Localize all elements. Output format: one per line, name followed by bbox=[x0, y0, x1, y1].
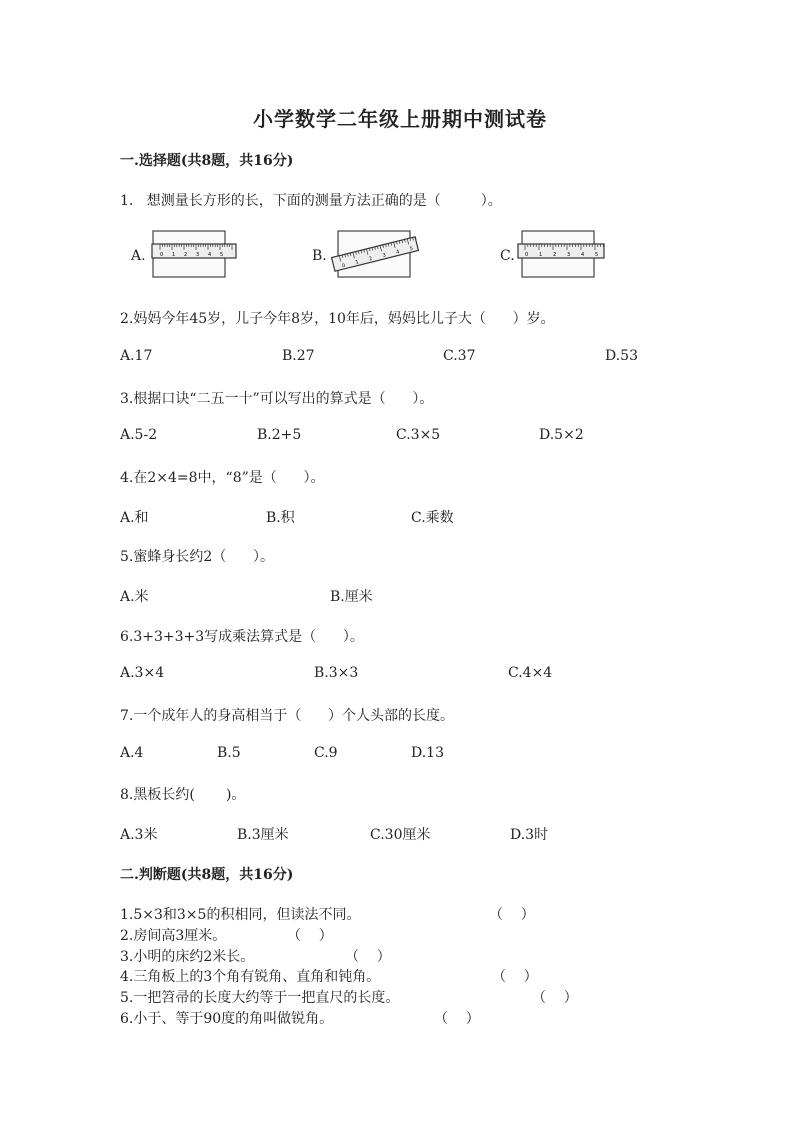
q4-option-a[interactable]: A.和 bbox=[120, 510, 149, 526]
tf-item-1: 1.5×3和3×5的积相同，但读法不同。 bbox=[120, 907, 361, 923]
q6-option-b[interactable]: B.3×3 bbox=[314, 665, 359, 681]
ruler-digit: 2 bbox=[553, 252, 557, 258]
page-title: 小学数学二年级上册期中测试卷 bbox=[253, 107, 547, 131]
ruler-shape bbox=[152, 244, 236, 258]
q7-option-b[interactable]: B.5 bbox=[217, 745, 241, 761]
ruler-digit: 2 bbox=[184, 252, 188, 258]
tf-item-3: 3.小明的床约2米长。 bbox=[120, 949, 255, 965]
question-6: 6.3+3+3+3写成乘法算式是（ ）。 bbox=[120, 629, 364, 645]
q5-option-a[interactable]: A.米 bbox=[120, 589, 149, 605]
q3-option-d[interactable]: D.5×2 bbox=[539, 427, 584, 443]
section-heading-true-false: 二.判断题(共8题，共16分) bbox=[120, 867, 294, 883]
tf-item-6: 6.小于、等于90度的角叫做锐角。 bbox=[120, 1011, 334, 1027]
q3-option-a[interactable]: A.5-2 bbox=[120, 427, 158, 443]
ruler-digit: 1 bbox=[539, 252, 543, 258]
q3-option-c[interactable]: C.3×5 bbox=[396, 427, 441, 443]
tf-answer-blank-3[interactable]: （ ） bbox=[345, 949, 391, 965]
q8-option-a[interactable]: A.3米 bbox=[120, 827, 158, 843]
tf-item-5: 5.一把笤帚的长度大约等于一把直尺的长度。 bbox=[120, 990, 400, 1006]
ruler-digit: 3 bbox=[382, 252, 387, 260]
question-8: 8.黑板长约( )。 bbox=[120, 787, 246, 803]
q3-option-b[interactable]: B.2+5 bbox=[257, 427, 302, 443]
ruler-digit: 3 bbox=[567, 252, 571, 258]
q5-option-b[interactable]: B.厘米 bbox=[330, 589, 373, 605]
q1-option-a-label[interactable]: A. bbox=[131, 248, 146, 264]
tf-answer-blank-5[interactable]: （ ） bbox=[532, 990, 578, 1006]
q1-option-b-label[interactable]: B. bbox=[312, 248, 327, 264]
q2-option-b[interactable]: B.27 bbox=[282, 348, 315, 364]
ruler-digit: 0 bbox=[341, 262, 346, 270]
section-heading-choice: 一.选择题(共8题，共16分) bbox=[120, 153, 294, 169]
tf-answer-blank-6[interactable]: （ ） bbox=[434, 1011, 480, 1027]
ruler-digit: 5 bbox=[409, 245, 414, 253]
ruler-digit: 2 bbox=[368, 255, 373, 263]
ruler-digit: 0 bbox=[160, 252, 164, 258]
ruler-digit: 1 bbox=[354, 259, 360, 266]
question-2: 2.妈妈今年45岁，儿子今年8岁，10年后，妈妈比儿子大（ ）岁。 bbox=[120, 311, 555, 327]
q7-option-c[interactable]: C.9 bbox=[314, 745, 338, 761]
q2-option-a[interactable]: A.17 bbox=[120, 348, 153, 364]
q6-option-c[interactable]: C.4×4 bbox=[508, 665, 553, 681]
question-3: 3.根据口诀“二五一十”可以写出的算式是（ ）。 bbox=[120, 391, 434, 407]
ruler-digit: 5 bbox=[220, 252, 224, 258]
question-4: 4.在2×4=8中，“8”是（ ）。 bbox=[120, 470, 325, 486]
q7-option-d[interactable]: D.13 bbox=[411, 745, 444, 761]
tf-answer-blank-2[interactable]: （ ） bbox=[287, 928, 333, 944]
q2-option-c[interactable]: C.37 bbox=[443, 348, 476, 364]
q6-option-a[interactable]: A.3×4 bbox=[120, 665, 165, 681]
tf-answer-blank-1[interactable]: （ ） bbox=[489, 907, 535, 923]
ruler-digit: 4 bbox=[395, 249, 401, 256]
q8-option-b[interactable]: B.3厘米 bbox=[237, 827, 289, 843]
ruler-digit: 5 bbox=[595, 252, 599, 258]
ruler-digit: 1 bbox=[172, 252, 176, 258]
tf-answer-blank-4[interactable]: （ ） bbox=[492, 969, 538, 985]
q2-option-d[interactable]: D.53 bbox=[605, 348, 638, 364]
q4-option-c[interactable]: C.乘数 bbox=[411, 510, 454, 526]
q1-option-c-image bbox=[516, 228, 606, 280]
question-5: 5.蜜蜂身长约2（ ）。 bbox=[120, 549, 274, 565]
question-1: 1. 想测量长方形的长，下面的测量方法正确的是（ ）。 bbox=[120, 193, 502, 209]
q8-option-d[interactable]: D.3时 bbox=[510, 827, 549, 843]
q1-option-a-image bbox=[150, 228, 238, 280]
q1-option-b-image bbox=[330, 225, 420, 283]
ruler-digit: 4 bbox=[208, 252, 212, 258]
q7-option-a[interactable]: A.4 bbox=[120, 745, 144, 761]
tf-item-4: 4.三角板上的3个角有锐角、直角和钝角。 bbox=[120, 969, 381, 985]
ruler-digit: 4 bbox=[581, 252, 585, 258]
tf-item-2: 2.房间高3厘米。 bbox=[120, 928, 227, 944]
question-7: 7.一个成年人的身高相当于（ ）个人头部的长度。 bbox=[120, 708, 455, 724]
q4-option-b[interactable]: B.积 bbox=[266, 510, 295, 526]
ruler-digit: 3 bbox=[196, 252, 200, 258]
ruler-shape bbox=[518, 244, 604, 258]
q1-option-c-label[interactable]: C. bbox=[500, 248, 515, 264]
q8-option-c[interactable]: C.30厘米 bbox=[370, 827, 431, 843]
ruler-digit: 0 bbox=[525, 252, 529, 258]
